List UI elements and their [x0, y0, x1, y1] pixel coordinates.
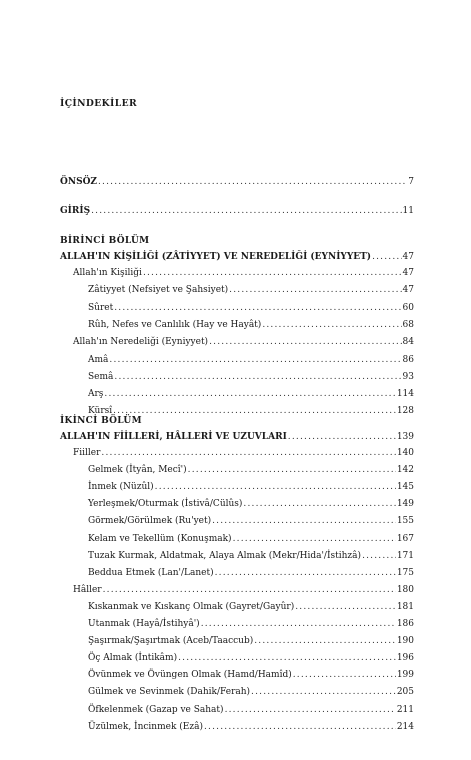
toc-entry-title: Beddua Etmek (Lan'/Lanet) — [88, 567, 214, 578]
toc-entry — [0, 549, 471, 563]
toc-entry — [0, 283, 471, 297]
dot-leader — [101, 446, 395, 460]
part-label: İKİNCİ BÖLÜM — [60, 416, 142, 426]
dot-leader — [251, 685, 396, 699]
toc-entry-page: 60 — [402, 302, 414, 313]
toc-entry — [0, 301, 471, 315]
toc-entry-page: 171 — [396, 550, 414, 561]
toc-entry-page: 7 — [408, 177, 414, 187]
toc-entry — [0, 634, 471, 648]
toc-heading: İÇİNDEKİLER — [60, 98, 138, 109]
dot-leader — [262, 318, 401, 332]
toc-entry — [0, 685, 471, 699]
toc-entry-title: Kıskanmak ve Kıskanç Olmak (Gayret/Gayûr) — [88, 601, 295, 612]
toc-entry-title: Üzülmek, İncinmek (Ezâ) — [88, 721, 203, 732]
toc-entry — [0, 720, 471, 734]
toc-entry — [0, 370, 471, 384]
toc-entry-title: Yerleşmek/Oturmak (İstivâ/Cülûs) — [88, 499, 243, 510]
dot-leader — [113, 404, 396, 418]
toc-entry-page: 47 — [402, 285, 414, 296]
toc-entry-title: Amâ — [88, 354, 109, 365]
toc-entry — [0, 387, 471, 401]
toc-entry — [0, 703, 471, 717]
toc-entry-page: 211 — [396, 704, 414, 715]
dot-leader — [109, 353, 401, 367]
dot-leader — [372, 250, 401, 264]
toc-entry — [0, 266, 471, 280]
toc-entry-page: 175 — [396, 567, 414, 578]
part-label: BİRİNCİ BÖLÜM — [60, 236, 150, 246]
dot-leader — [188, 463, 396, 477]
toc-entry-preface — [0, 175, 471, 189]
toc-entry-page: 93 — [402, 371, 414, 382]
toc-entry — [0, 318, 471, 332]
toc-entry-page: 142 — [396, 465, 414, 476]
toc-entry-title: Öç Almak (İntikâm) — [88, 653, 178, 664]
toc-entry-title: Öfkelenmek (Gazap ve Sahat) — [88, 704, 224, 715]
dot-leader — [288, 430, 396, 444]
dot-leader — [229, 283, 401, 297]
toc-entry-title: ALLAH'IN KİŞİLİĞİ (ZÂTİYYET) VE NEREDELİĞİ (EYNİYYET) — [60, 252, 372, 262]
toc-entry-title: Gülmek ve Sevinmek (Dahik/Ferah) — [88, 687, 251, 698]
toc-entry-title: GİRİŞ — [60, 206, 91, 216]
toc-entry-title: Sûret — [88, 302, 114, 313]
dot-leader — [293, 668, 396, 682]
toc-part-title — [0, 430, 471, 444]
toc-entry-title: Semâ — [88, 371, 114, 382]
dot-leader — [103, 583, 396, 597]
toc-entry — [0, 463, 471, 477]
toc-entry-page: 190 — [396, 636, 414, 647]
toc-entry-title: İnmek (Nüzûl) — [88, 482, 154, 493]
toc-entry-title: Arş — [88, 389, 104, 400]
toc-entry — [0, 668, 471, 682]
dot-leader — [143, 266, 402, 280]
toc-entry-page: 214 — [396, 721, 414, 732]
toc-entry — [0, 617, 471, 631]
dot-leader — [233, 532, 396, 546]
toc-entry-title: Utanmak (Hayâ/İstihyâ') — [88, 619, 200, 629]
toc-entry-title: Zâtiyyet (Nefsiyet ve Şahsiyet) — [88, 285, 229, 296]
toc-entry-title: Kelam ve Tekellüm (Konuşmak) — [88, 533, 232, 544]
toc-entry-page: 196 — [396, 653, 414, 664]
toc-entry-title: Görmek/Görülmek (Ru'yet) — [88, 516, 212, 527]
toc-entry-page: 114 — [396, 389, 414, 400]
toc-entry-page: 128 — [396, 406, 414, 417]
toc-entry — [0, 532, 471, 546]
toc-entry-title: Gelmek (İtyân, Mecî') — [88, 465, 187, 476]
dot-leader — [98, 175, 407, 189]
toc-entry-page: 180 — [396, 584, 414, 595]
dot-leader — [212, 514, 396, 528]
dot-leader — [204, 720, 396, 734]
toc-entry — [0, 335, 471, 349]
toc-entry — [0, 583, 471, 597]
toc-entry-page: 186 — [396, 619, 414, 629]
toc-entry — [0, 651, 471, 665]
toc-entry-page: 11 — [402, 206, 414, 216]
toc-entry-page: 149 — [396, 499, 414, 510]
toc-entry — [0, 480, 471, 494]
toc-entry-page: 139 — [396, 432, 414, 442]
dot-leader — [91, 204, 401, 218]
toc-entry-title: Kürsî — [88, 406, 113, 417]
dot-leader — [178, 651, 396, 665]
toc-entry-page: 145 — [396, 482, 414, 493]
toc-entry-page: 86 — [402, 354, 414, 365]
toc-entry — [0, 446, 471, 460]
dot-leader — [209, 335, 401, 349]
toc-entry-page: 84 — [402, 337, 414, 348]
toc-part-title — [0, 250, 471, 264]
dot-leader — [155, 480, 396, 494]
dot-leader — [295, 600, 396, 614]
toc-entry-page: 155 — [396, 516, 414, 527]
toc-entry-page: 47 — [402, 268, 414, 278]
dot-leader — [201, 617, 396, 631]
toc-entry-page: 140 — [396, 448, 414, 458]
toc-entry-page: 167 — [396, 533, 414, 544]
dot-leader — [362, 549, 396, 563]
toc-entry — [0, 353, 471, 367]
toc-entry-page: 47 — [402, 252, 414, 262]
dot-leader — [243, 497, 395, 511]
toc-entry-title: Hâller — [73, 584, 102, 595]
toc-entry-title: Rûh, Nefes ve Canlılık (Hay ve Hayât) — [88, 319, 262, 330]
dot-leader — [225, 703, 396, 717]
toc-entry-page: 68 — [402, 319, 414, 330]
dot-leader — [215, 566, 396, 580]
toc-entry — [0, 514, 471, 528]
toc-entry-title: Allah'ın Kişiliği — [73, 268, 142, 278]
toc-entry — [0, 566, 471, 580]
dot-leader — [114, 370, 401, 384]
toc-entry-title: Allah'ın Neredeliği (Eyniyyet) — [73, 337, 209, 348]
toc-entry-title: ÖNSÖZ — [60, 177, 97, 187]
toc-entry-title: Tuzak Kurmak, Aldatmak, Alaya Almak (Mekr/Hida'/İstihzâ) — [88, 550, 362, 561]
toc-entry-title: Fiiller — [73, 448, 101, 458]
dot-leader — [114, 301, 401, 315]
toc-entry-title: Övünmek ve Övüngen Olmak (Hamd/Hamîd) — [88, 670, 292, 681]
toc-entry — [0, 497, 471, 511]
dot-leader — [254, 634, 396, 648]
dot-leader — [104, 387, 395, 401]
toc-entry-title: ALLAH'IN FİİLLERİ, HÂLLERİ VE UZUVLARI — [60, 432, 287, 442]
toc-entry-page: 181 — [396, 601, 414, 612]
toc-entry-page: 205 — [396, 687, 414, 698]
toc-entry-page: 199 — [396, 670, 414, 681]
toc-entry — [0, 600, 471, 614]
toc-entry-introduction — [0, 204, 471, 218]
toc-entry-title: Şaşırmak/Şaşırtmak (Aceb/Taaccub) — [88, 636, 254, 647]
